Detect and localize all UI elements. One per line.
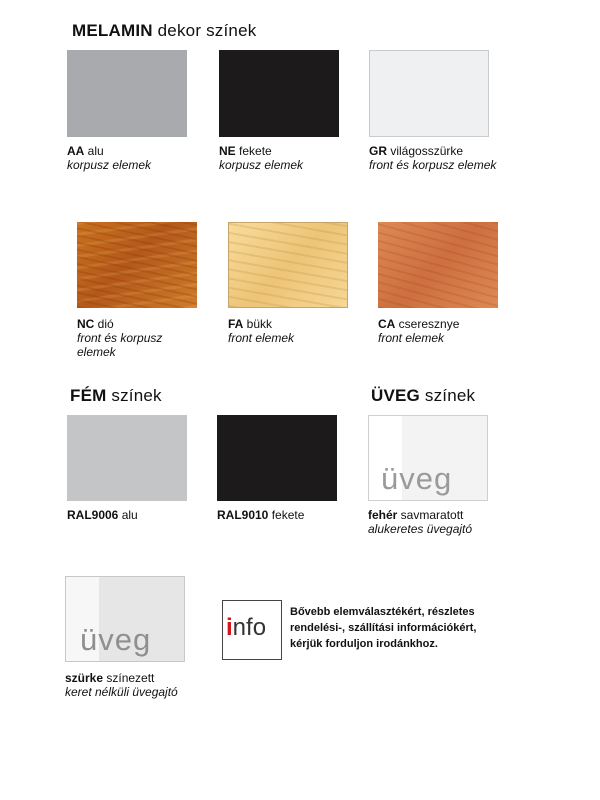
- swatch-glass-grey: [65, 576, 185, 662]
- usage-glass-white: alukeretes üvegajtó: [368, 522, 473, 536]
- info-logo: [222, 600, 282, 660]
- name-aa: alu: [84, 144, 104, 158]
- uveg-heading-rest: színek: [419, 386, 476, 405]
- usage-fa: front elemek: [228, 331, 295, 345]
- usage-gr: front és korpusz elemek: [369, 158, 497, 172]
- code-aa: AA: [67, 144, 85, 158]
- info-line-3: kérjük forduljon irodánkhoz.: [290, 638, 438, 650]
- code-glass-white: fehér: [368, 508, 398, 522]
- name-glass-grey: színezett: [103, 671, 155, 685]
- caption-ca: [378, 317, 518, 345]
- fem-heading: [70, 386, 162, 406]
- glass-word-white: üveg: [381, 461, 453, 496]
- uveg-heading-bold: ÜVEG: [371, 386, 420, 405]
- swatch-ral9010: [217, 415, 337, 501]
- usage-nc: front és korpusz elemek: [77, 331, 163, 359]
- caption-aa: [67, 144, 207, 172]
- melamin-heading-bold: MELAMIN: [72, 21, 153, 40]
- caption-glass-grey: [65, 671, 225, 699]
- usage-glass-grey: keret nélküli üvegajtó: [65, 685, 178, 699]
- caption-glass-white: [368, 508, 518, 536]
- caption-ne: [219, 144, 359, 172]
- usage-ca: front elemek: [378, 331, 445, 345]
- swatch-aa: [67, 50, 187, 137]
- caption-ral9010: [217, 508, 357, 522]
- caption-gr: [369, 144, 499, 172]
- info-logo-text: [226, 614, 266, 642]
- melamin-heading-rest: dekor színek: [152, 21, 257, 40]
- fem-heading-rest: színek: [106, 386, 162, 405]
- fem-heading-bold: FÉM: [70, 386, 107, 405]
- code-fa: FA: [228, 317, 244, 331]
- swatch-ne: [219, 50, 339, 137]
- usage-ne: korpusz elemek: [219, 158, 304, 172]
- info-logo-rest: nfo: [232, 614, 267, 641]
- swatch-fa: [228, 222, 348, 308]
- glass-word-grey: üveg: [80, 622, 152, 657]
- code-ral9006: RAL9006: [67, 508, 119, 522]
- name-ral9010: fekete: [268, 508, 305, 522]
- name-nc: dió: [94, 317, 114, 331]
- usage-aa: korpusz elemek: [67, 158, 152, 172]
- name-fa: bükk: [243, 317, 273, 331]
- caption-fa: [228, 317, 368, 345]
- name-gr: világosszürke: [387, 144, 464, 158]
- swatch-gr: [369, 50, 489, 137]
- code-nc: NC: [77, 317, 95, 331]
- code-gr: GR: [369, 144, 387, 158]
- code-ne: NE: [219, 144, 236, 158]
- name-ca: cseresznye: [395, 317, 460, 331]
- name-ral9006: alu: [118, 508, 138, 522]
- code-ca: CA: [378, 317, 396, 331]
- swatch-glass-white: [368, 415, 488, 501]
- name-glass-white: savmaratott: [397, 508, 464, 522]
- swatch-ca: [378, 222, 498, 308]
- swatch-nc: [77, 222, 197, 308]
- code-glass-grey: szürke: [65, 671, 104, 685]
- caption-nc: [77, 317, 202, 359]
- info-line-1: Bővebb elemválasztékért, részletes: [290, 606, 475, 618]
- swatch-ral9006: [67, 415, 187, 501]
- uveg-heading: [371, 386, 475, 406]
- caption-ral9006: [67, 508, 207, 522]
- melamin-heading: [72, 21, 256, 41]
- info-logo-i: i: [226, 614, 233, 641]
- info-note: [290, 604, 550, 652]
- code-ral9010: RAL9010: [217, 508, 269, 522]
- info-line-2: rendelési-, szállítási információkért,: [290, 622, 477, 634]
- name-ne: fekete: [235, 144, 272, 158]
